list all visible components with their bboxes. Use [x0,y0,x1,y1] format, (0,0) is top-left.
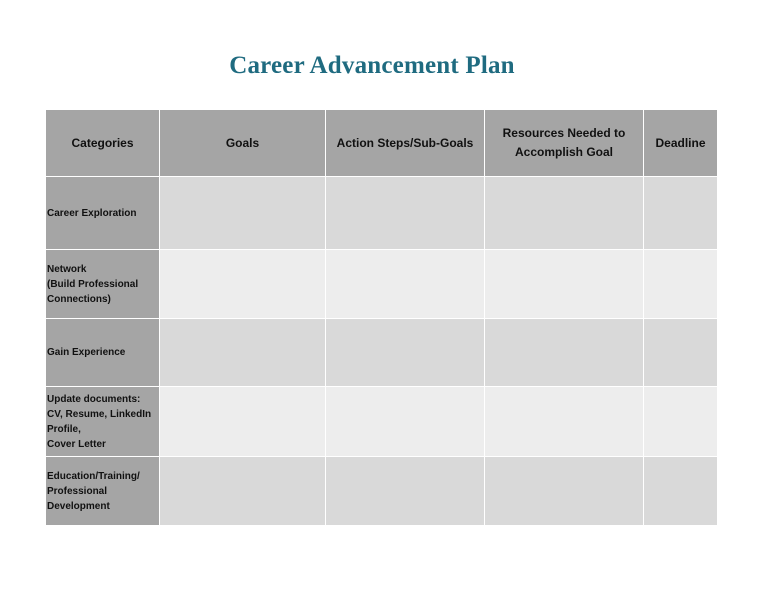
table-row [46,177,718,250]
deadline-cell[interactable] [644,177,718,250]
deadline-cell[interactable] [644,250,718,319]
header-categories: Categories [46,110,160,177]
goals-cell[interactable] [160,457,326,526]
category-cell: Career Exploration [46,177,160,250]
goals-cell[interactable] [160,177,326,250]
category-cell: Network (Build Professional Connections) [46,250,160,319]
category-cell: Education/Training/ Professional Development [46,457,160,526]
resources-cell[interactable] [485,319,644,387]
header-goals: Goals [160,110,326,177]
action-steps-cell[interactable] [326,250,485,319]
goals-cell[interactable] [160,387,326,457]
category-cell: Gain Experience [46,319,160,387]
deadline-cell[interactable] [644,387,718,457]
category-cell: Update documents: CV, Resume, LinkedIn Profile, Cover Letter [46,387,160,457]
table-row [46,457,718,526]
goals-cell[interactable] [160,250,326,319]
goals-cell[interactable] [160,319,326,387]
resources-cell[interactable] [485,177,644,250]
deadline-cell[interactable] [644,319,718,387]
header-resources: Resources Needed to Accomplish Goal [485,110,644,177]
career-plan-table [45,109,718,526]
table-row [46,387,718,457]
header-deadline: Deadline [644,110,718,177]
deadline-cell[interactable] [644,457,718,526]
table-row [46,250,718,319]
action-steps-cell[interactable] [326,387,485,457]
page-title: Career Advancement Plan [229,52,515,79]
resources-cell[interactable] [485,387,644,457]
header-action-steps: Action Steps/Sub-Goals [326,110,485,177]
action-steps-cell[interactable] [326,457,485,526]
resources-cell[interactable] [485,457,644,526]
table-header-row [46,110,718,177]
action-steps-cell[interactable] [326,319,485,387]
table-row [46,319,718,387]
action-steps-cell[interactable] [326,177,485,250]
resources-cell[interactable] [485,250,644,319]
